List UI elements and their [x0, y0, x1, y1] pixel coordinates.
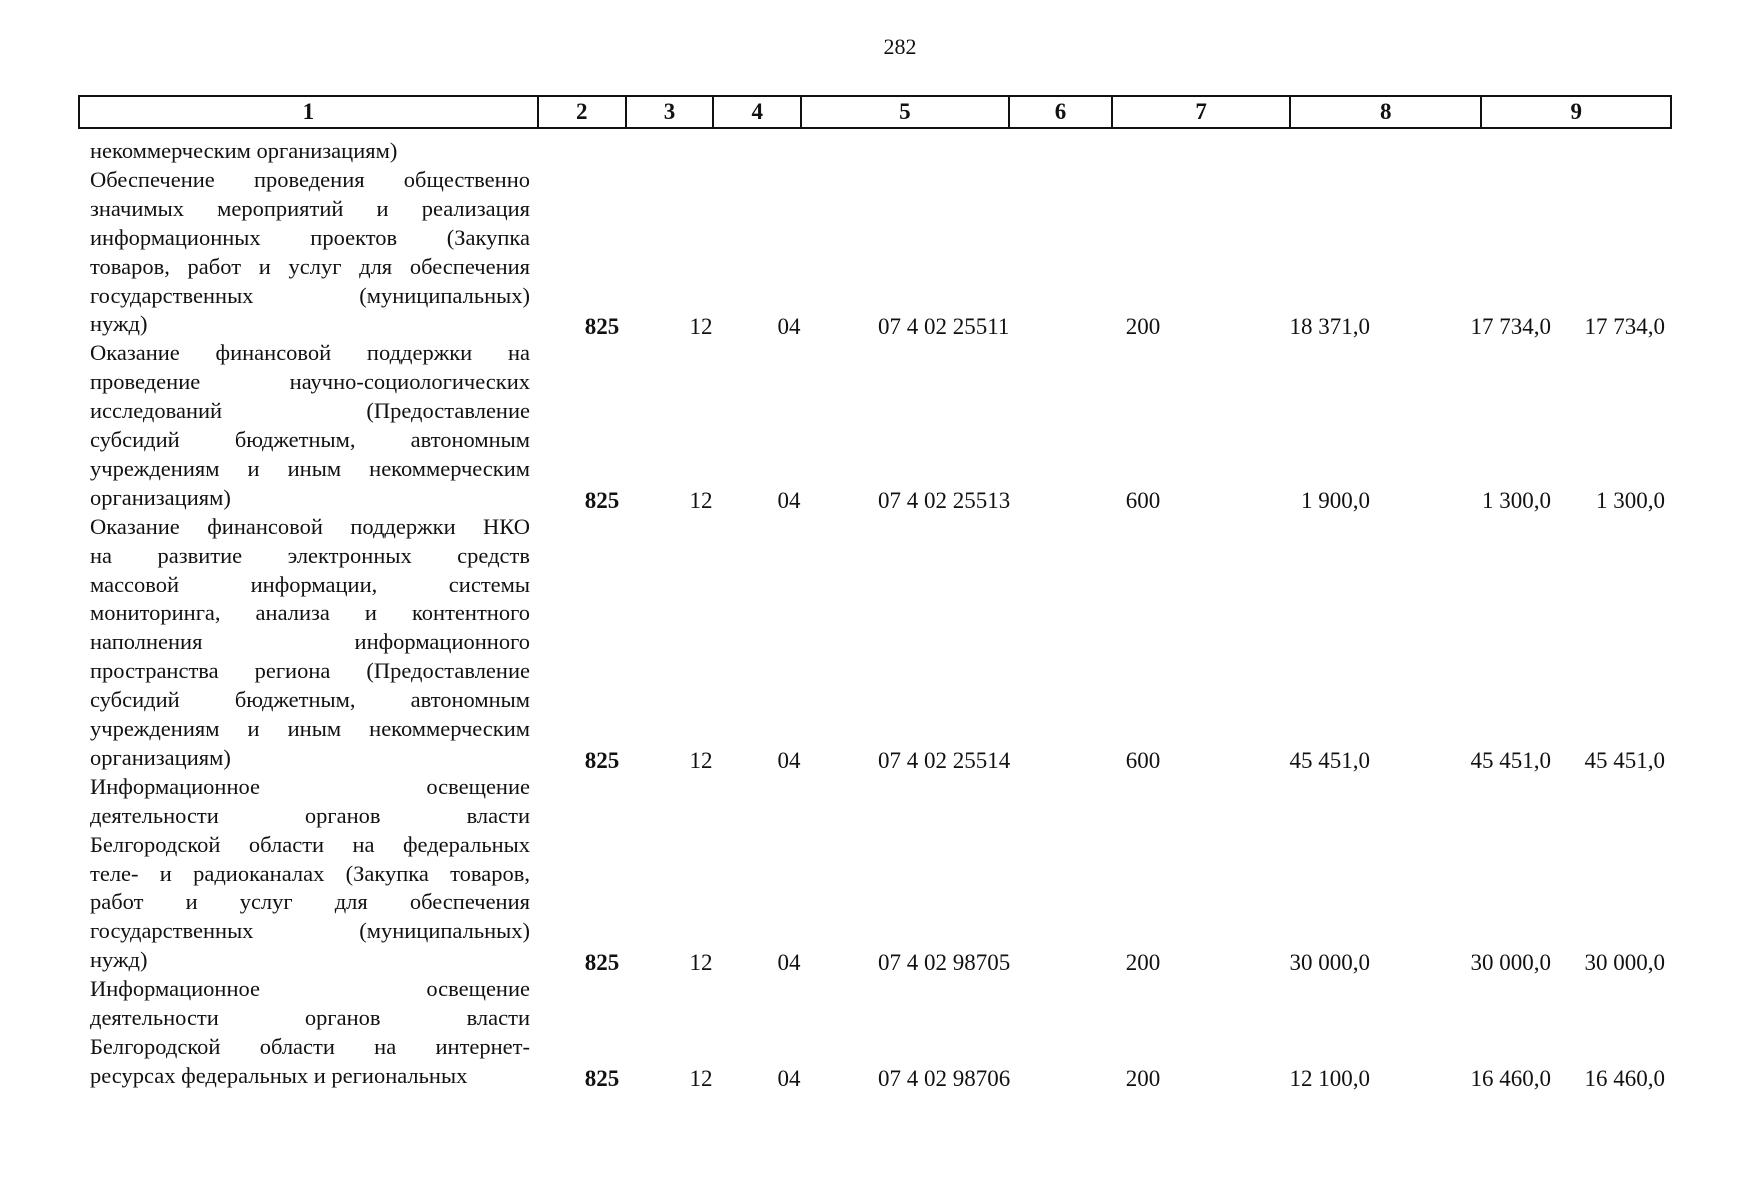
amount-col8-cell: 17 734,0: [1470, 314, 1551, 340]
expense-type-cell: 200: [1125, 1065, 1161, 1091]
description-line: деятельности органов власти: [90, 802, 530, 828]
expense-type-cell: 200: [1125, 314, 1161, 340]
table-row: [78, 948, 1672, 978]
description-line: товаров, работ и услуг для обеспечения: [90, 253, 530, 279]
description-line: субсидий бюджетным, автономным: [90, 687, 530, 713]
subsection-cell: 04: [777, 314, 801, 340]
description-line: государственных (муниципальных): [90, 282, 530, 308]
column-header-8: 8: [1291, 97, 1483, 127]
description-line: Оказание финансовой поддержки НКО: [90, 513, 530, 539]
chapter-cell: 825: [584, 1065, 620, 1091]
row-description: [90, 513, 530, 773]
column-header-2: 2: [539, 97, 627, 127]
section-cell: 12: [689, 747, 713, 773]
amount-col8-cell: 45 451,0: [1470, 747, 1551, 773]
description-line: Информационное освещение: [90, 773, 530, 799]
description-line: теле- и радиоканалах (Закупка товаров,: [90, 860, 530, 886]
section-cell: 12: [689, 950, 713, 976]
chapter-cell: 825: [584, 950, 620, 976]
target-code-cell: 07 4 02 25511: [878, 314, 1010, 340]
description-line: нужд): [90, 947, 148, 973]
amount-col8-cell: 30 000,0: [1470, 950, 1551, 976]
description-line: наполнения информационного: [90, 629, 530, 655]
subsection-cell: 04: [777, 1065, 801, 1091]
amount-col7-cell: 45 451,0: [1289, 747, 1370, 773]
description-line: мониторинга, анализа и контентного: [90, 600, 530, 626]
description-line: значимых мероприятий и реализация: [90, 195, 530, 221]
column-header-3: 3: [627, 97, 715, 127]
expense-type-cell: 600: [1125, 487, 1161, 513]
description-line: работ и услуг для обеспечения: [90, 889, 530, 915]
amount-col7-cell: 12 100,0: [1289, 1065, 1370, 1091]
table-row: [78, 486, 1672, 516]
description-line: деятельности органов власти: [90, 1005, 530, 1030]
page-number: 282: [883, 34, 917, 59]
amount-col9-cell: 45 451,0: [1584, 747, 1665, 773]
amount-col9-cell: 17 734,0: [1584, 314, 1665, 340]
table-header: [78, 95, 1672, 129]
row-description: [90, 137, 530, 166]
subsection-cell: 04: [777, 487, 801, 513]
amount-col8-cell: 16 460,0: [1470, 1065, 1551, 1091]
section-cell: 12: [689, 314, 713, 340]
description-line: Обеспечение проведения общественно: [90, 166, 530, 192]
target-code-cell: 07 4 02 98705: [878, 950, 1011, 976]
description-line: организациям): [90, 484, 231, 510]
target-code-cell: 07 4 02 25513: [878, 487, 1011, 513]
expense-type-cell: 200: [1125, 950, 1161, 976]
chapter-cell: 825: [584, 747, 620, 773]
column-header-6: 6: [1010, 97, 1114, 127]
description-line: Оказание финансовой поддержки на: [90, 340, 530, 366]
amount-col9-cell: 30 000,0: [1584, 950, 1665, 976]
amount-col7-cell: 30 000,0: [1289, 950, 1370, 976]
description-line: Информационное освещение: [90, 976, 530, 1002]
amount-col7-cell: 18 371,0: [1289, 314, 1370, 340]
table-row: [78, 1064, 1672, 1094]
description-line: учреждениям и иным некоммерческим: [90, 716, 530, 742]
subsection-cell: 04: [777, 747, 801, 773]
target-code-cell: 07 4 02 25514: [878, 747, 1011, 773]
description-line: исследований (Предоставление: [90, 398, 530, 424]
amount-col7-cell: 1 900,0: [1301, 487, 1370, 513]
description-line: субсидий бюджетным, автономным: [90, 427, 530, 453]
amount-col9-cell: 16 460,0: [1584, 1065, 1665, 1091]
table-row: [78, 746, 1672, 776]
description-line: массовой информации, системы: [90, 571, 530, 597]
column-header-9: 9: [1570, 99, 1582, 124]
chapter-cell: 825: [584, 314, 620, 340]
section-cell: 12: [689, 1065, 713, 1091]
section-cell: 12: [689, 487, 713, 513]
expense-type-cell: 600: [1125, 747, 1161, 773]
description-line: учреждениям и иным некоммерческим: [90, 455, 530, 481]
description-line: проведение научно-социологических: [90, 369, 530, 395]
column-header-7: 7: [1113, 97, 1291, 127]
target-code-cell: 07 4 02 98706: [878, 1065, 1011, 1091]
chapter-cell: 825: [584, 487, 620, 513]
column-header-5: 5: [802, 97, 1009, 127]
description-line: организациям): [90, 744, 231, 770]
description-line: Белгородской области на интернет-: [90, 1033, 530, 1059]
amount-col8-cell: 1 300,0: [1482, 487, 1551, 513]
description-line: Белгородской области на федеральных: [90, 831, 530, 857]
description-line: государственных (муниципальных): [90, 918, 530, 944]
amount-col9-cell: 1 300,0: [1596, 487, 1665, 513]
subsection-cell: 04: [777, 950, 801, 976]
description-line: информационных проектов (Закупка: [90, 224, 530, 250]
description-line: на развитие электронных средств: [90, 542, 530, 568]
column-header-4: 4: [714, 97, 802, 127]
description-line: некоммерческим организациям): [90, 138, 398, 163]
description-line: ресурсах федеральных и региональных: [90, 1062, 468, 1088]
row-description: [90, 773, 530, 975]
column-header-1: 1: [80, 97, 539, 127]
description-line: нужд): [90, 311, 148, 337]
description-line: пространства региона (Предоставление: [90, 658, 530, 684]
table-row: [78, 312, 1672, 342]
